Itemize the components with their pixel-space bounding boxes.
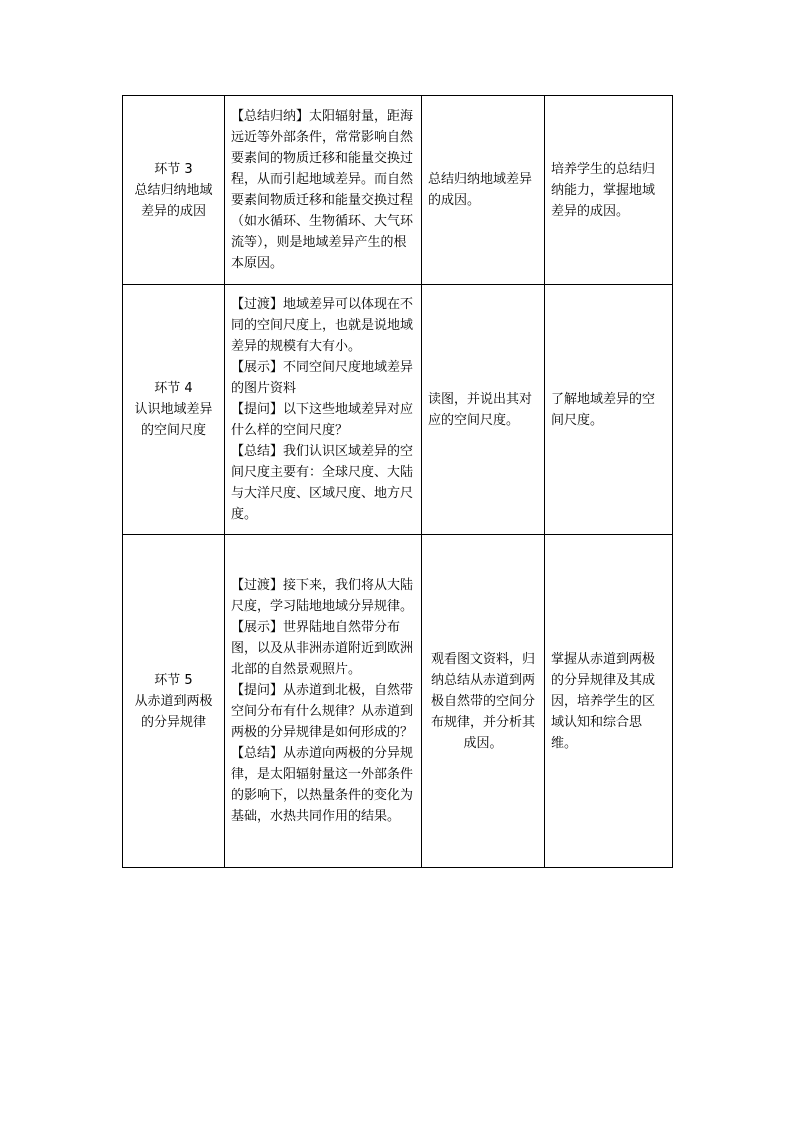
- stage-number: 环节 5: [154, 672, 193, 688]
- teacher-paragraph: 【过渡】接下来，我们将从大陆尺度，学习陆地地域分异规律。: [231, 578, 414, 614]
- teacher-paragraph: 【展示】不同空间尺度地域差异的图片资料: [231, 360, 414, 396]
- teacher-paragraph: 【提问】从赤道到北极，自然带空间分布有什么规律？从赤道到两极的分异规律是如何形成的？: [231, 683, 414, 740]
- student-activity-text: 总结归纳地域差异的成因。: [428, 172, 533, 208]
- student-activity-text: 读图，并说出其对应的空间尺度。: [428, 391, 533, 428]
- teacher-activity-cell: [225, 285, 422, 535]
- student-activity-cell: [422, 96, 545, 285]
- stage-number: 环节 3: [154, 161, 193, 177]
- teacher-activity-cell: [225, 96, 422, 285]
- design-intent-text: 了解地域差异的空间尺度。: [551, 391, 656, 428]
- design-intent-cell: [545, 535, 673, 868]
- design-intent-cell: [545, 285, 673, 535]
- teacher-paragraph: 【总结归纳】太阳辐射量，距海远近等外部条件，常常影响自然要素间的物质迁移和能量交换过程，从而引起地域差异。而自然要素间物质迁移和能量交换过程（如水循环、生物循环、大气环流等），则是地域差异产生的根本原因。: [231, 109, 414, 271]
- student-activity-cell: [422, 285, 545, 535]
- stage-cell: [123, 535, 225, 868]
- teacher-activity-cell: [225, 535, 422, 868]
- table-row: [123, 535, 673, 868]
- stage-title-line: 总结归纳地域: [134, 182, 213, 198]
- teacher-paragraph: 【总结】从赤道向两极的分异规律，是太阳辐射量这一外部条件的影响下，以热量条件的变化为基础，水热共同作用的结果。: [231, 746, 414, 824]
- design-intent-text: 培养学生的总结归纳能力，掌握地域差异的成因。: [551, 161, 656, 219]
- stage-title-line: 差异的成因: [140, 203, 206, 219]
- table-row: [123, 96, 673, 285]
- table-row: [123, 285, 673, 535]
- stage-cell: [123, 285, 225, 535]
- stage-cell: [123, 96, 225, 285]
- student-activity-cell: [422, 535, 545, 868]
- teacher-paragraph: 【总结】我们认识区域差异的空间尺度主要有：全球尺度、大陆与大洋尺度、区域尺度、地方尺度。: [231, 444, 414, 522]
- stage-title-line: 从赤道到两极: [134, 693, 213, 709]
- teacher-paragraph: 【提问】以下这些地域差异对应什么样的空间尺度？: [231, 402, 414, 438]
- stage-number: 环节 4: [154, 381, 193, 396]
- student-activity-text: 观看图文资料，归纳总结从赤道到两极自然带的空间分布规律，并分析其成因。: [430, 651, 535, 751]
- teacher-paragraph: 【过渡】地域差异可以体现在不同的空间尺度上，也就是说地域差异的规模有大有小。: [231, 297, 414, 354]
- lesson-plan-table: [122, 95, 673, 868]
- stage-title-line: 的空间尺度: [140, 423, 206, 438]
- stage-title-line: 认识地域差异: [134, 402, 213, 417]
- design-intent-text: 掌握从赤道到两极的分异规律及其成因，培养学生的区域认知和综合思维。: [551, 651, 656, 751]
- teacher-paragraph: 【展示】世界陆地自然带分布图，以及从非洲赤道附近到欧洲北部的自然景观照片。: [231, 620, 414, 677]
- stage-title-line: 的分异规律: [140, 714, 206, 730]
- design-intent-cell: [545, 96, 673, 285]
